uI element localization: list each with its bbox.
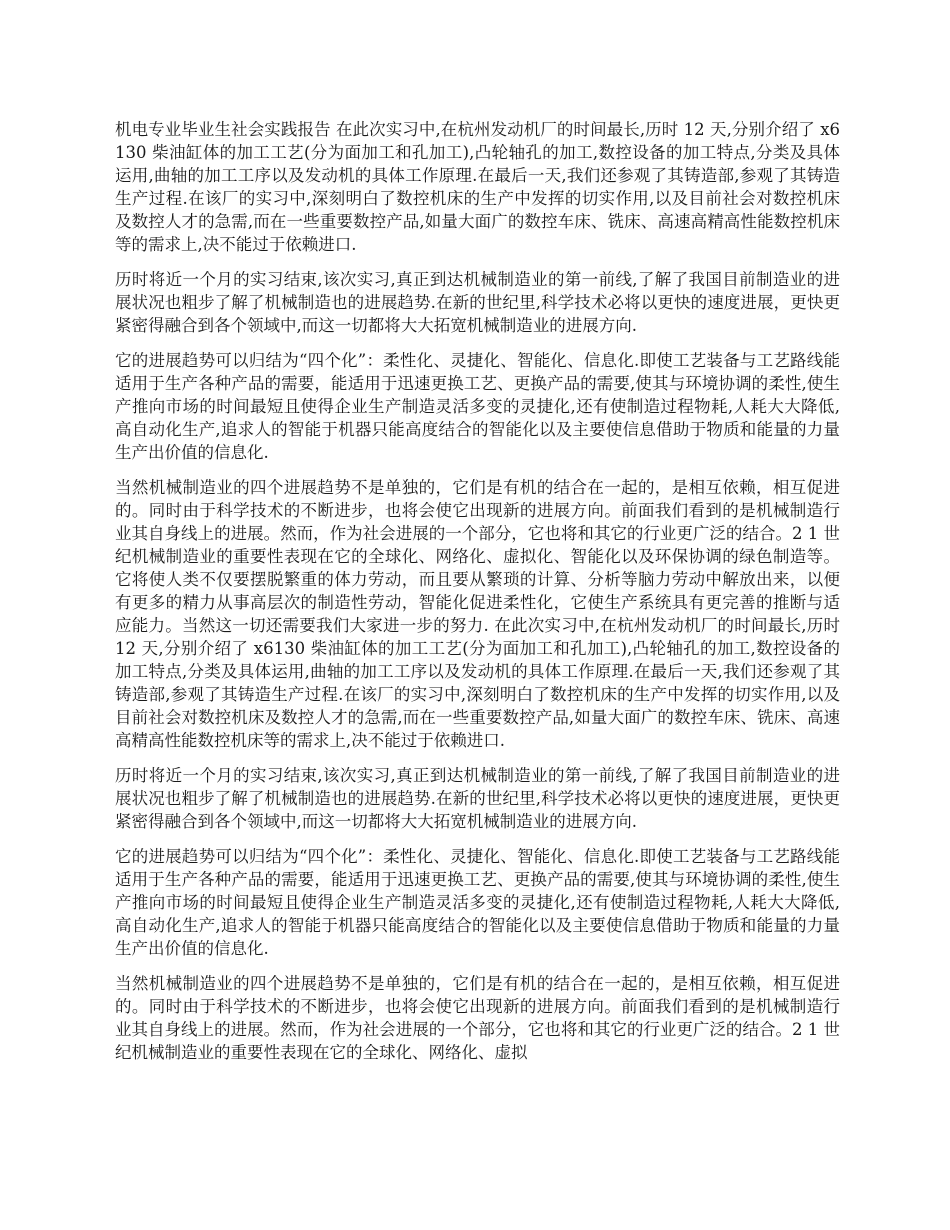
paragraph-3: 它的进展趋势可以归结为“四个化”：柔性化、灵捷化、智能化、信息化.即使工艺装备与工艺路线能适用于生产各种产品的需要，能适用于迅速更换工艺、更换产品的需要,使其与环境协调的柔性,使生产推向市场的时间最短且使得企业生产制造灵活多变的灵捷化,还有使制造过程物耗,人耗大大降低,高自动化生产,追求人的智能于机器只能高度结合的智能化以及主要使信息借助于物质和能量的力量生产出价值的信息化.: [115, 351, 840, 462]
paragraph-7: 当然机械制造业的四个进展趋势不是单独的，它们是有机的结合在一起的，是相互依赖，相互促进的。同时由于科学技术的不断进步，也将会使它出现新的进展方向。前面我们看到的是机械制造行业其自身线上的进展。然而，作为社会进展的一个部分，它也将和其它的行业更广泛的结合。2 1 世纪机械制造业的重要性表现在它的全球化、网络化、虚拟: [115, 974, 840, 1062]
paragraph-4: 当然机械制造业的四个进展趋势不是单独的，它们是有机的结合在一起的，是相互依赖，相互促进的。同时由于科学技术的不断进步，也将会使它出现新的进展方向。前面我们看到的是机械制造行业其自身线上的进展。然而，作为社会进展的一个部分，它也将和其它的行业更广泛的结合。2 1 世纪机械制造业的重要性表现在它的全球化、网络化、虚拟化、智能化以及环保协调的绿色制造等。它将使人类不仅要摆脱繁重的体力劳动，而且要从繁琐的计算、分析等脑力劳动中解放出来，以便有更多的精力从事高层次的制造性劳动，智能化促进柔性化，它使生产系统具有更完善的推断与适应能力。当然这一切还需要我们大家进一步的努力. 在此次实习中,在杭州发动机厂的时间最长,历时 12 天,分别介绍了 x6130 柴油缸体的加工工艺(分为面加工和孔加工),凸轮轴孔的加工,数控设备的加工特点,分类及具体运用,曲轴的加工工序以及发动机的具体工作原理.在最后一天,我们还参观了其铸造部,参观了其铸造生产过程.在该厂的实习中,深刻明白了数控机床的生产中发挥的切实作用,以及目前社会对数控机床及数控人才的急需,而在一些重要数控产品,如量大面广的数控车床、铣床、高速高精高性能数控机床等的需求上,决不能过于依赖进口.: [115, 478, 840, 750]
paragraph-2: 历时将近一个月的实习结束,该次实习,真正到达机械制造业的第一前线,了解了我国目前制造业的进展状况也粗步了解了机械制造也的进展趋势.在新的世纪里,科学技术必将以更快的速度进展，更快更紧密得融合到各个领域中,而这一切都将大大拓宽机械制造业的进展方向.: [115, 270, 840, 335]
paragraph-6: 它的进展趋势可以归结为“四个化”：柔性化、灵捷化、智能化、信息化.即使工艺装备与工艺路线能适用于生产各种产品的需要，能适用于迅速更换工艺、更换产品的需要,使其与环境协调的柔性,使生产推向市场的时间最短且使得企业生产制造灵活多变的灵捷化,还有使制造过程物耗,人耗大大降低,高自动化生产,追求人的智能于机器只能高度结合的智能化以及主要使信息借助于物质和能量的力量生产出价值的信息化.: [115, 847, 840, 958]
paragraph-5: 历时将近一个月的实习结束,该次实习,真正到达机械制造业的第一前线,了解了我国目前制造业的进展状况也粗步了解了机械制造也的进展趋势.在新的世纪里,科学技术必将以更快的速度进展，更快更紧密得融合到各个领域中,而这一切都将大大拓宽机械制造业的进展方向.: [115, 766, 840, 831]
document-page: [115, 118, 840, 1076]
paragraph-1: 机电专业毕业生社会实践报告 在此次实习中,在杭州发动机厂的时间最长,历时 12 天,分别介绍了 x6130 柴油缸体的加工工艺(分为面加工和孔加工),凸轮轴孔的加工,数控设备的加工特点,分类及具体运用,曲轴的加工工序以及发动机的具体工作原理.在最后一天,我们还参观了其铸造部,参观了其铸造生产过程.在该厂的实习中,深刻明白了数控机床的生产中发挥的切实作用,以及目前社会对数控机床及数控人才的急需,而在一些重要数控产品,如量大面广的数控车床、铣床、高速高精高性能数控机床等的需求上,决不能过于依赖进口.: [115, 120, 840, 254]
